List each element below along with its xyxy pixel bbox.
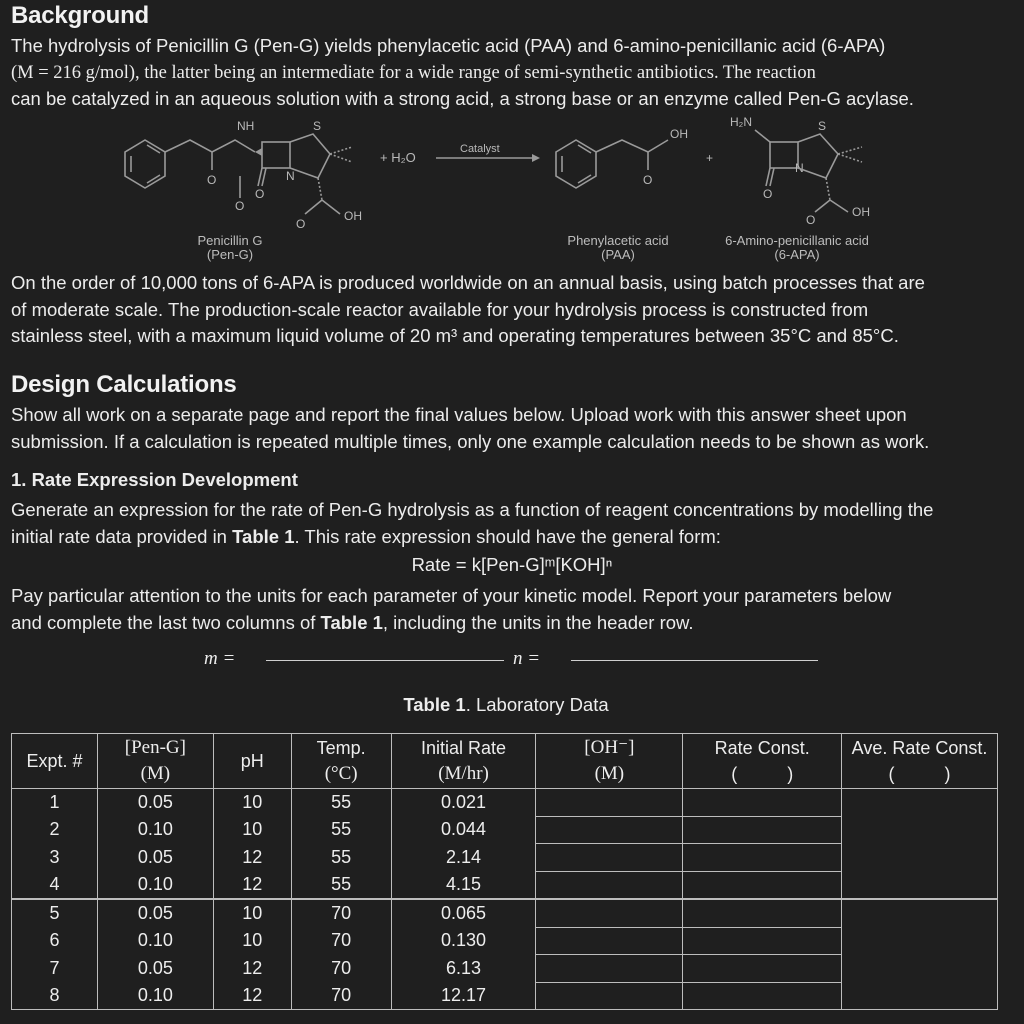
penicillin-g-abbr: (Pen-G) <box>206 247 254 262</box>
cell-expt: 8 <box>12 982 98 1010</box>
atom-oh: OH <box>852 205 870 219</box>
cell-oh-input[interactable] <box>536 789 683 817</box>
cell-peng: 0.05 <box>97 899 213 927</box>
q1-paragraph <box>11 497 1016 550</box>
cell-rate-const-input[interactable] <box>683 871 842 899</box>
paa-label <box>548 234 688 262</box>
m-label: m = <box>204 648 236 669</box>
cell-peng: 0.10 <box>97 871 213 899</box>
6-apa-abbr: (6-APA) <box>774 247 820 262</box>
cell-expt: 1 <box>12 789 98 817</box>
cell-ph: 10 <box>213 816 291 844</box>
header-expt: Expt. # <box>12 734 98 789</box>
header-ph: pH <box>213 734 291 789</box>
table-caption-rest: . Laboratory Data <box>465 694 609 715</box>
cell-peng: 0.05 <box>97 789 213 817</box>
6-apa-label <box>697 234 897 262</box>
atom-o: O <box>763 187 773 201</box>
cell-avg-rate-const-input[interactable] <box>842 899 998 1010</box>
cell-rate: 0.130 <box>391 927 536 955</box>
cell-oh-input[interactable] <box>536 871 683 899</box>
cell-oh-input[interactable] <box>536 816 683 844</box>
atom-oh: OH <box>344 209 362 223</box>
table-header-row <box>12 734 998 789</box>
cell-rate: 12.17 <box>391 982 536 1010</box>
cell-oh-input[interactable] <box>536 955 683 983</box>
cell-oh-input[interactable] <box>536 927 683 955</box>
cell-expt: 5 <box>12 899 98 927</box>
6-apa-name: 6-Amino-penicillanic acid <box>725 233 869 248</box>
q1-line-4-rest: , including the units in the header row. <box>382 611 694 633</box>
q1-line-4 <box>11 610 1016 637</box>
atom-n: N <box>286 169 295 183</box>
atom-s: S <box>818 119 827 133</box>
cell-rate: 4.15 <box>391 871 536 899</box>
cell-rate-const-input[interactable] <box>683 844 842 872</box>
q1-line-2-text: initial rate data provided in <box>11 525 233 547</box>
atom-oh: OH <box>670 127 688 141</box>
header-temp: Temp. (°C) <box>291 734 391 789</box>
m-answer-field[interactable] <box>266 660 504 661</box>
6-apa-structure <box>730 115 870 227</box>
avg-rate-const-units-field[interactable]: ( ) <box>888 764 951 784</box>
cell-oh-input[interactable] <box>536 899 683 927</box>
q1-line-2-rest: . This rate expression should have the general form: <box>294 525 721 547</box>
laboratory-data-table <box>11 733 998 1010</box>
n-label: n = <box>513 648 541 669</box>
table-ref: Table 1 <box>320 611 383 633</box>
penicillin-g-name: Penicillin G <box>197 233 263 248</box>
atom-s: S <box>313 119 322 133</box>
cell-avg-rate-const-input[interactable] <box>842 789 998 900</box>
rate-const-units-field[interactable]: ( ) <box>731 764 794 784</box>
atom-o: O <box>255 187 265 201</box>
cell-expt: 3 <box>12 844 98 872</box>
p1-line-1: The hydrolysis of Penicillin G (Pen-G) yields phenylacetic acid (PAA) and 6-amino-penicillanic acid (6-APA) <box>11 35 886 56</box>
cell-temp: 55 <box>291 816 391 844</box>
cell-rate-const-input[interactable] <box>683 816 842 844</box>
q1-instructions <box>11 583 1016 636</box>
header-peng: [Pen-G] (M) <box>97 734 213 789</box>
q1-title: 1. Rate Expression Development <box>11 469 298 490</box>
p1-line-2: (M = 216 g/mol), the latter being an intermediate for a wide range of semi-synthetic antibiotics. The reaction <box>11 62 816 83</box>
cell-ph: 10 <box>213 899 291 927</box>
cell-temp: 70 <box>291 982 391 1010</box>
cell-ph: 10 <box>213 927 291 955</box>
header-oh: [OH⁻] (M) <box>536 734 683 789</box>
atom-h2n: H₂N <box>730 115 752 129</box>
n-answer-field[interactable] <box>571 660 818 661</box>
atom-n: N <box>795 161 804 175</box>
cell-rate: 0.065 <box>391 899 536 927</box>
cell-peng: 0.05 <box>97 844 213 872</box>
plus-water: + H₂O <box>380 150 416 165</box>
header-initial-rate: Initial Rate (M/hr) <box>391 734 536 789</box>
cell-temp: 55 <box>291 871 391 899</box>
cell-rate: 0.044 <box>391 816 536 844</box>
q1-line-3: Pay particular attention to the units for each parameter of your kinetic model. Report your parameters below <box>11 585 892 606</box>
cell-expt: 7 <box>12 955 98 983</box>
cell-rate: 2.14 <box>391 844 536 872</box>
penicillin-g-label <box>170 234 290 262</box>
table-caption-bold: Table 1 <box>403 694 466 715</box>
design-intro <box>11 402 1016 455</box>
cell-temp: 55 <box>291 789 391 817</box>
cell-ph: 12 <box>213 871 291 899</box>
cell-temp: 70 <box>291 927 391 955</box>
p1-line-3: can be catalyzed in an aqueous solution with a strong acid, a strong base or an enzyme called Pen-G acylase. <box>11 88 914 109</box>
cell-temp: 70 <box>291 955 391 983</box>
cell-ph: 12 <box>213 955 291 983</box>
background-paragraph-2 <box>11 270 1016 350</box>
table-row <box>12 789 998 817</box>
cell-temp: 55 <box>291 844 391 872</box>
cell-ph: 12 <box>213 982 291 1010</box>
catalyst-label: Catalyst <box>460 143 500 155</box>
header-rate-const: Rate Const. ( ) <box>683 734 842 789</box>
cell-rate: 6.13 <box>391 955 536 983</box>
cell-rate-const-input[interactable] <box>683 789 842 817</box>
plus-sign: + <box>706 151 714 165</box>
phenylacetic-acid-structure <box>556 127 688 188</box>
cell-rate-const-input[interactable] <box>683 982 842 1010</box>
design-line-1: Show all work on a separate page and report the final values below. Upload work with this answer sheet upon <box>11 404 907 425</box>
table-caption <box>0 694 1012 716</box>
design-line-2: submission. If a calculation is repeated multiple times, only one example calculation needs to be shown as work. <box>11 430 930 452</box>
atom-o: O <box>296 217 306 231</box>
cell-rate-const-input[interactable] <box>683 927 842 955</box>
table-ref: Table 1 <box>232 525 295 547</box>
p2-line-2: of moderate scale. The production-scale reactor available for your hydrolysis process is constructed from <box>11 298 869 320</box>
cell-peng: 0.10 <box>97 927 213 955</box>
cell-expt: 2 <box>12 816 98 844</box>
p2-line-3: stainless steel, with a maximum liquid volume of 20 m³ and operating temperatures between 35°C and 85°C. <box>11 325 899 346</box>
q1-line-4-text: and complete the last two columns of <box>11 611 321 633</box>
cell-oh-input[interactable] <box>536 844 683 872</box>
atom-o: O <box>235 199 245 213</box>
cell-rate: 0.021 <box>391 789 536 817</box>
atom-o: O <box>806 213 816 227</box>
cell-peng: 0.10 <box>97 816 213 844</box>
atom-nh: NH <box>237 119 255 133</box>
q1-line-2 <box>11 524 1016 551</box>
cell-rate-const-input[interactable] <box>683 955 842 983</box>
atom-o: O <box>207 173 217 187</box>
header-avg-rate-const: Ave. Rate Const. ( ) <box>842 734 998 789</box>
cell-temp: 70 <box>291 899 391 927</box>
q1-line-1: Generate an expression for the rate of Pen-G hydrolysis as a function of reagent concentrations by modelling the <box>11 499 934 520</box>
design-heading: Design Calculations <box>11 371 237 398</box>
paa-name: Phenylacetic acid <box>567 233 669 248</box>
cell-expt: 6 <box>12 927 98 955</box>
cell-ph: 10 <box>213 789 291 817</box>
cell-ph: 12 <box>213 844 291 872</box>
rate-expression: Rate = k[Pen-G]ᵐ[KOH]ⁿ <box>411 554 613 575</box>
cell-oh-input[interactable] <box>536 982 683 1010</box>
cell-peng: 0.10 <box>97 982 213 1010</box>
p2-line-1: On the order of 10,000 tons of 6-APA is produced worldwide on an annual basis, using batch processes that are <box>11 272 925 293</box>
background-heading: Background <box>11 2 150 29</box>
penicillin-g-structure <box>125 119 362 231</box>
cell-expt: 4 <box>12 871 98 899</box>
cell-rate-const-input[interactable] <box>683 899 842 927</box>
atom-o: O <box>643 173 653 187</box>
paa-abbr: (PAA) <box>601 247 635 262</box>
background-paragraph-1 <box>11 33 1016 113</box>
table-row <box>12 899 998 927</box>
cell-peng: 0.05 <box>97 955 213 983</box>
